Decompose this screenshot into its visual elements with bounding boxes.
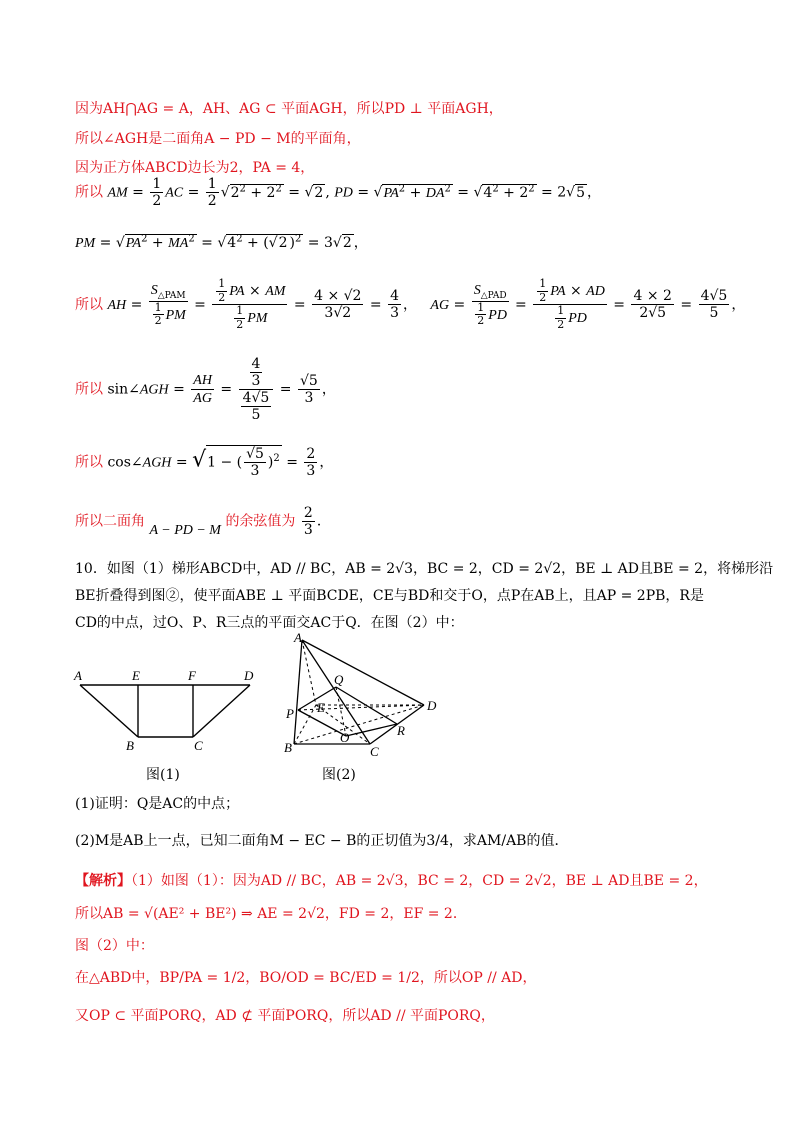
solution-line-5: PM = $√PA^2 + MA^2 = √4^2 + (√2$ )$^2$ = 3√2 ， <box>75 233 368 251</box>
solution-line-7: 所以 sin∠AGH = $\frac{AH}{AG}$ = $\frac{\frac{4}{3}}{\frac{4√5}{5}}$ = $\frac{√5}{3}$ ， <box>75 356 336 424</box>
fraction-numerator: 2 <box>303 505 313 521</box>
line-suffix: 的余弦值为 <box>225 513 296 530</box>
label-A: A <box>294 632 302 645</box>
label-P: P <box>286 706 294 721</box>
fraction-denominator: 3 <box>303 522 313 539</box>
figure-2-pyramid <box>284 632 454 762</box>
label-O: O <box>340 730 350 745</box>
solution-line-6: 所以 AH = $S_{\triangle PAM}$ $\frac{1}{2}$ PM = $\frac{1}{2}$ PA × AM $\frac{1}{2}$ PM = $\frac{4 \times √2}{3√2}$ = $\frac{4}{3}$ ， AG = $S_{\triangle PAD}$ $\frac{1}{2}$ PD = $\frac{1}{2}$ PA × AD $\frac{1}{2}$ PD = $\frac{4 \times 2}{2√5}$ = $\frac{4√5}{5}$ ， <box>75 277 746 331</box>
label-C: C <box>370 744 379 759</box>
line-text: 因为AH⋂AG = A，AH、AG ⊂ 平面AGH，所以PD ⊥ 平面AGH， <box>75 101 503 117</box>
label-B: B <box>126 738 134 753</box>
problem-text: CD的中点，过O、P、R三点的平面交AC于Q．在图（2）中： <box>75 615 464 631</box>
analysis-tag: 【解析】 <box>75 873 131 889</box>
line-text: 因为正方体ABCD边长为2，PA = 4， <box>75 160 315 176</box>
label-C: C <box>194 738 203 753</box>
solution-text: 所以AB = √(AE² + BE²) ⇒ AE = 2√2，FD = 2，EF = 2． <box>75 906 467 922</box>
solution-line-3 <box>75 157 314 177</box>
question-text: (2)M是AB上一点，已知二面角M − EC − B的正切值为3/4，求AM/AB的值． <box>75 833 569 849</box>
question-2 <box>75 830 568 850</box>
label-E: E <box>317 700 325 715</box>
solution-text: （1）如图（1）：因为AD // BC，AB = 2√3，BC = 2，CD = 2√2，BE ⊥ AD且BE = 2， <box>131 873 708 889</box>
dihedral-angle-expr: A − PD − M <box>149 522 221 538</box>
label-R: R <box>397 723 405 738</box>
solution-line-1 <box>75 98 503 118</box>
figure-1-caption: 图(1) <box>146 767 180 783</box>
label-D: D <box>427 698 437 713</box>
line-prefix: 所以 <box>75 184 103 201</box>
label-E: E <box>132 668 140 683</box>
solution-line-9: 所以二面角 A − PD − M 的余弦值为 $\frac{2}{3}$ ． <box>75 505 331 539</box>
solution-start <box>75 870 708 890</box>
solution-text: 图（2）中： <box>75 938 154 954</box>
problem-10-line-2 <box>75 585 704 605</box>
label-A: A <box>74 668 82 683</box>
line-prefix: 所以 <box>75 296 103 313</box>
label-D: D <box>244 668 254 683</box>
label-Q: Q <box>334 672 344 687</box>
question-text: (1)证明：Q是AC的中点； <box>75 796 240 812</box>
label-B: B <box>284 740 292 755</box>
problem-10-line-3 <box>75 612 464 632</box>
problem-text: 10．如图（1）梯形ABCD中，AD // BC，AB = 2√3，BC = 2，CD = 2√2，BE ⊥ AD且BE = 2，将梯形沿 <box>75 561 774 577</box>
line-prefix: 所以 <box>75 381 103 398</box>
solution-line-abd <box>75 967 536 987</box>
problem-10-line-1 <box>75 558 773 578</box>
solution-line-8: 所以 cos∠AGH = √1 − ( $\frac{√5}{3}$ )$^2$ = $\frac{2}{3}$ ， <box>75 446 334 480</box>
figure-1-trapezoid <box>70 660 270 770</box>
solution-line-porq <box>75 1005 495 1025</box>
solution-line-ab <box>75 903 467 923</box>
line-prefix: 所以 <box>75 454 103 471</box>
solution-text: 在△ABD中，BP/PA = 1/2，BO/OD = BC/ED = 1/2，所以OP // AD， <box>75 970 537 986</box>
line-text: 所以∠AGH是二面角A − PD − M的平面角， <box>75 131 361 147</box>
solution-line-4: 所以 AM = $\frac{1}{2}$ AC = $\frac{1}{2}$ $√2^2 + 2^2 = √2$ , PD = $√PA^2 + DA^2 = √4^2 + 2^2 = 2√5$ ， <box>75 176 601 210</box>
label-F: F <box>188 668 196 683</box>
solution-line-fig2 <box>75 935 154 955</box>
question-1 <box>75 793 239 813</box>
problem-text: BE折叠得到图②，使平面ABE ⊥ 平面BCDE，CE与BD和交于O，点P在AB上，且AP = 2PB，R是 <box>75 588 704 604</box>
figure-2-caption: 图(2) <box>322 767 356 783</box>
solution-text: 又OP ⊂ 平面PORQ，AD ⊄ 平面PORQ，所以AD // 平面PORQ， <box>75 1008 495 1024</box>
line-prefix: 所以二面角 <box>75 513 145 530</box>
solution-line-2 <box>75 128 361 148</box>
